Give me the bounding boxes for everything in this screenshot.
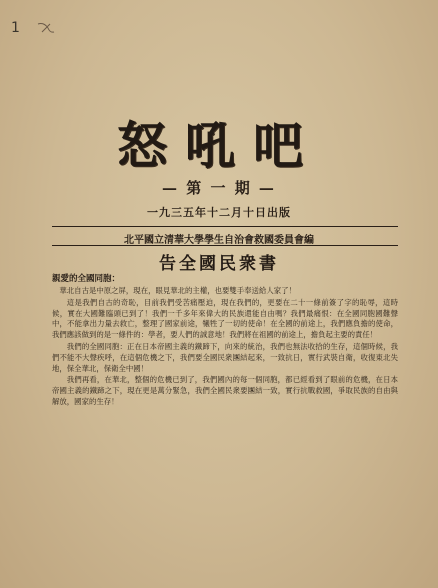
salutation: 親愛的全國同胞： [52,274,121,284]
article-headline: 告全國民衆書 [159,254,279,274]
article-body [52,286,398,409]
issue-label: — 第 一 期 — [162,179,276,197]
body-paragraph: 我們的全國同胞：正在日本帝國主義的鐵蹄下，向來的統治，我們也無法收拾的生存，這個時候，我們不能不大聲疾呼，在這個危機之下，我們要全國民衆團結起來，一致抗日，實行武裝自衛，收復東北失地，保全華北，保衛全中國！ [52,341,398,373]
publication-date: 一九三五年十二月十日出版 [147,206,291,219]
bottom-rule-divider [52,245,398,246]
body-paragraph: 我們再看，在華北，整個的危機已到了，我們國內的每一個同胞，都已經看到了眼前的危機，在日本帝國主義的鐵蹄之下，現在更是萬分緊急，我們全國民衆要團結一致，實行抗戰救國，爭取民族的自由與解放，國家的生存！ [52,375,398,406]
pencil-annotation-icon [36,20,58,36]
publisher-line: 北平國立清華大學學生自治會救國委員會編 [124,235,314,246]
page-number: 1 [11,20,20,36]
body-paragraph: 這是我們自古的奇恥，目前我們受苦痛壓迫，現在我們的，更要在二十一條前簽了字的恥辱，這時候，實在大國難臨頭已到了！我們一千多年來偉大的民族還能自由嗎？我們最痛恨：在全國同胞國難聲中，不能拿出力量去救亡，整理了國家前途，犧牲了一切的使命！在全國的前途上，我們應負擔的使命，我們應該做到的是一條件的：學者，要人們的誠意地！我們將在祖國的前途上，擔負起主要的責任！ [52,297,398,340]
top-rule-divider [52,226,398,227]
masthead-title: 怒吼吧 [117,116,321,175]
body-paragraph: 華北自古是中原之屏，現在，眼見華北的主權，也要雙手奉送給人家了！ [59,286,296,295]
